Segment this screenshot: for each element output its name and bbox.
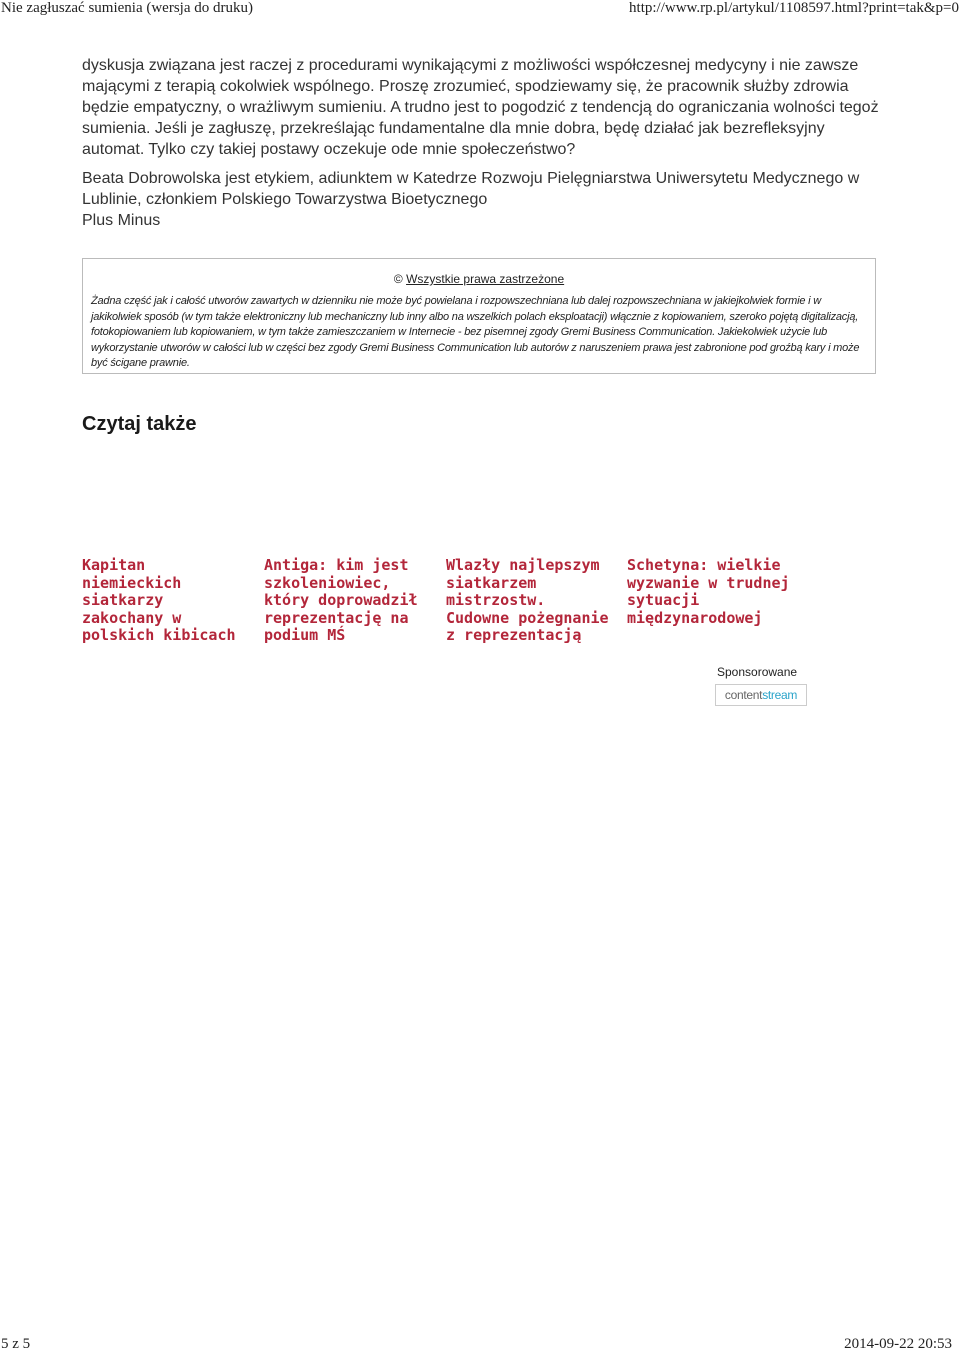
page-counter: 5 z 5 bbox=[1, 1336, 31, 1352]
author-bio: Beata Dobrowolska jest etykiem, adiunktem w Katedrze Rozwoju Pielęgniarstwa Uniwersytetu Medycznego w Lublinie, członkiem Polskiego Towarzystwa Bioetycznego bbox=[82, 170, 860, 208]
copyright-box bbox=[82, 258, 876, 374]
related-article-link[interactable]: Kapitan niemieckich siatkarzy zakochany w polskich kibicach bbox=[82, 556, 236, 644]
document-title: Nie zagłuszać sumienia (wersja do druku) bbox=[1, 0, 253, 16]
related-article-link[interactable]: Schetyna: wielkie wyzwanie w trudnej sytuacji międzynarodowej bbox=[627, 556, 790, 627]
logo-text-content: content bbox=[724, 688, 763, 702]
sponsored-label: Sponsorowane bbox=[717, 665, 798, 679]
contentstream-logo[interactable] bbox=[715, 684, 807, 706]
article-section: Plus Minus bbox=[82, 212, 161, 229]
article-paragraph: dyskusja związana jest raczej z procedurami wynikającymi z możliwości współczesnej medycyny i nie zawsze mającymi z terapią cokolwiek wspólnego. Proszę zrozumieć, spodziewamy się, że pracownik służby zdrowia będzie empatyczny, o wrażliwym sumieniu. A trudno jest to pogodzić z tendencją do ograniczania wolności tegoż sumienia. Jeśli je zagłuszę, przekreślając fundamentalne dla mnie dobra, będę działać jak bezrefleksyjny automat. Tylko czy takiej postawy oczekuje ode mnie społeczeństwo? bbox=[82, 57, 879, 158]
print-footer bbox=[0, 1336, 960, 1354]
copyright-icon: © bbox=[393, 272, 403, 286]
document-url: http://www.rp.pl/artykul/1108597.html?print=tak&p=0 bbox=[629, 0, 959, 16]
rights-link[interactable]: Wszystkie prawa zastrzeżone bbox=[406, 272, 565, 286]
print-datetime: 2014-09-22 20:53 bbox=[844, 1336, 952, 1352]
logo-text-stream: stream bbox=[762, 688, 798, 702]
print-header bbox=[0, 0, 960, 20]
rights-line bbox=[83, 272, 875, 286]
related-article-link[interactable]: Antiga: kim jest szkoleniowiec, który doprowadził reprezentację na podium MŚ bbox=[264, 556, 418, 644]
legal-notice: Żadna część jak i całość utworów zawartych w dzienniku nie może być powielana i rozpowszechniana lub dalej rozpowszechniana w jakiejkolwiek formie i w jakikolwiek sposób (w tym także elektroniczny lub mechaniczny lub inny albo na wszelkich polach eksploatacji) włącznie z kopiowaniem, szeroko pojętą digitalizacją, fotokopiowaniem lub kopiowaniem, w tym także zamieszczaniem w Internecie - bez pisemnej zgody Gremi Business Communication. Jakiekolwiek użycie lub wykorzystanie utworów w całości lub w części bez zgody Gremi Business Communication lub autorów z naruszeniem prawa jest zabronione pod groźbą kary i może być ścigane prawnie. bbox=[91, 295, 860, 369]
related-article-link[interactable]: Wlazły najlepszym siatkarzem mistrzostw. Cudowne pożegnanie z reprezentacją bbox=[446, 556, 609, 644]
read-also-heading: Czytaj także bbox=[82, 413, 197, 435]
article-body bbox=[82, 55, 882, 239]
